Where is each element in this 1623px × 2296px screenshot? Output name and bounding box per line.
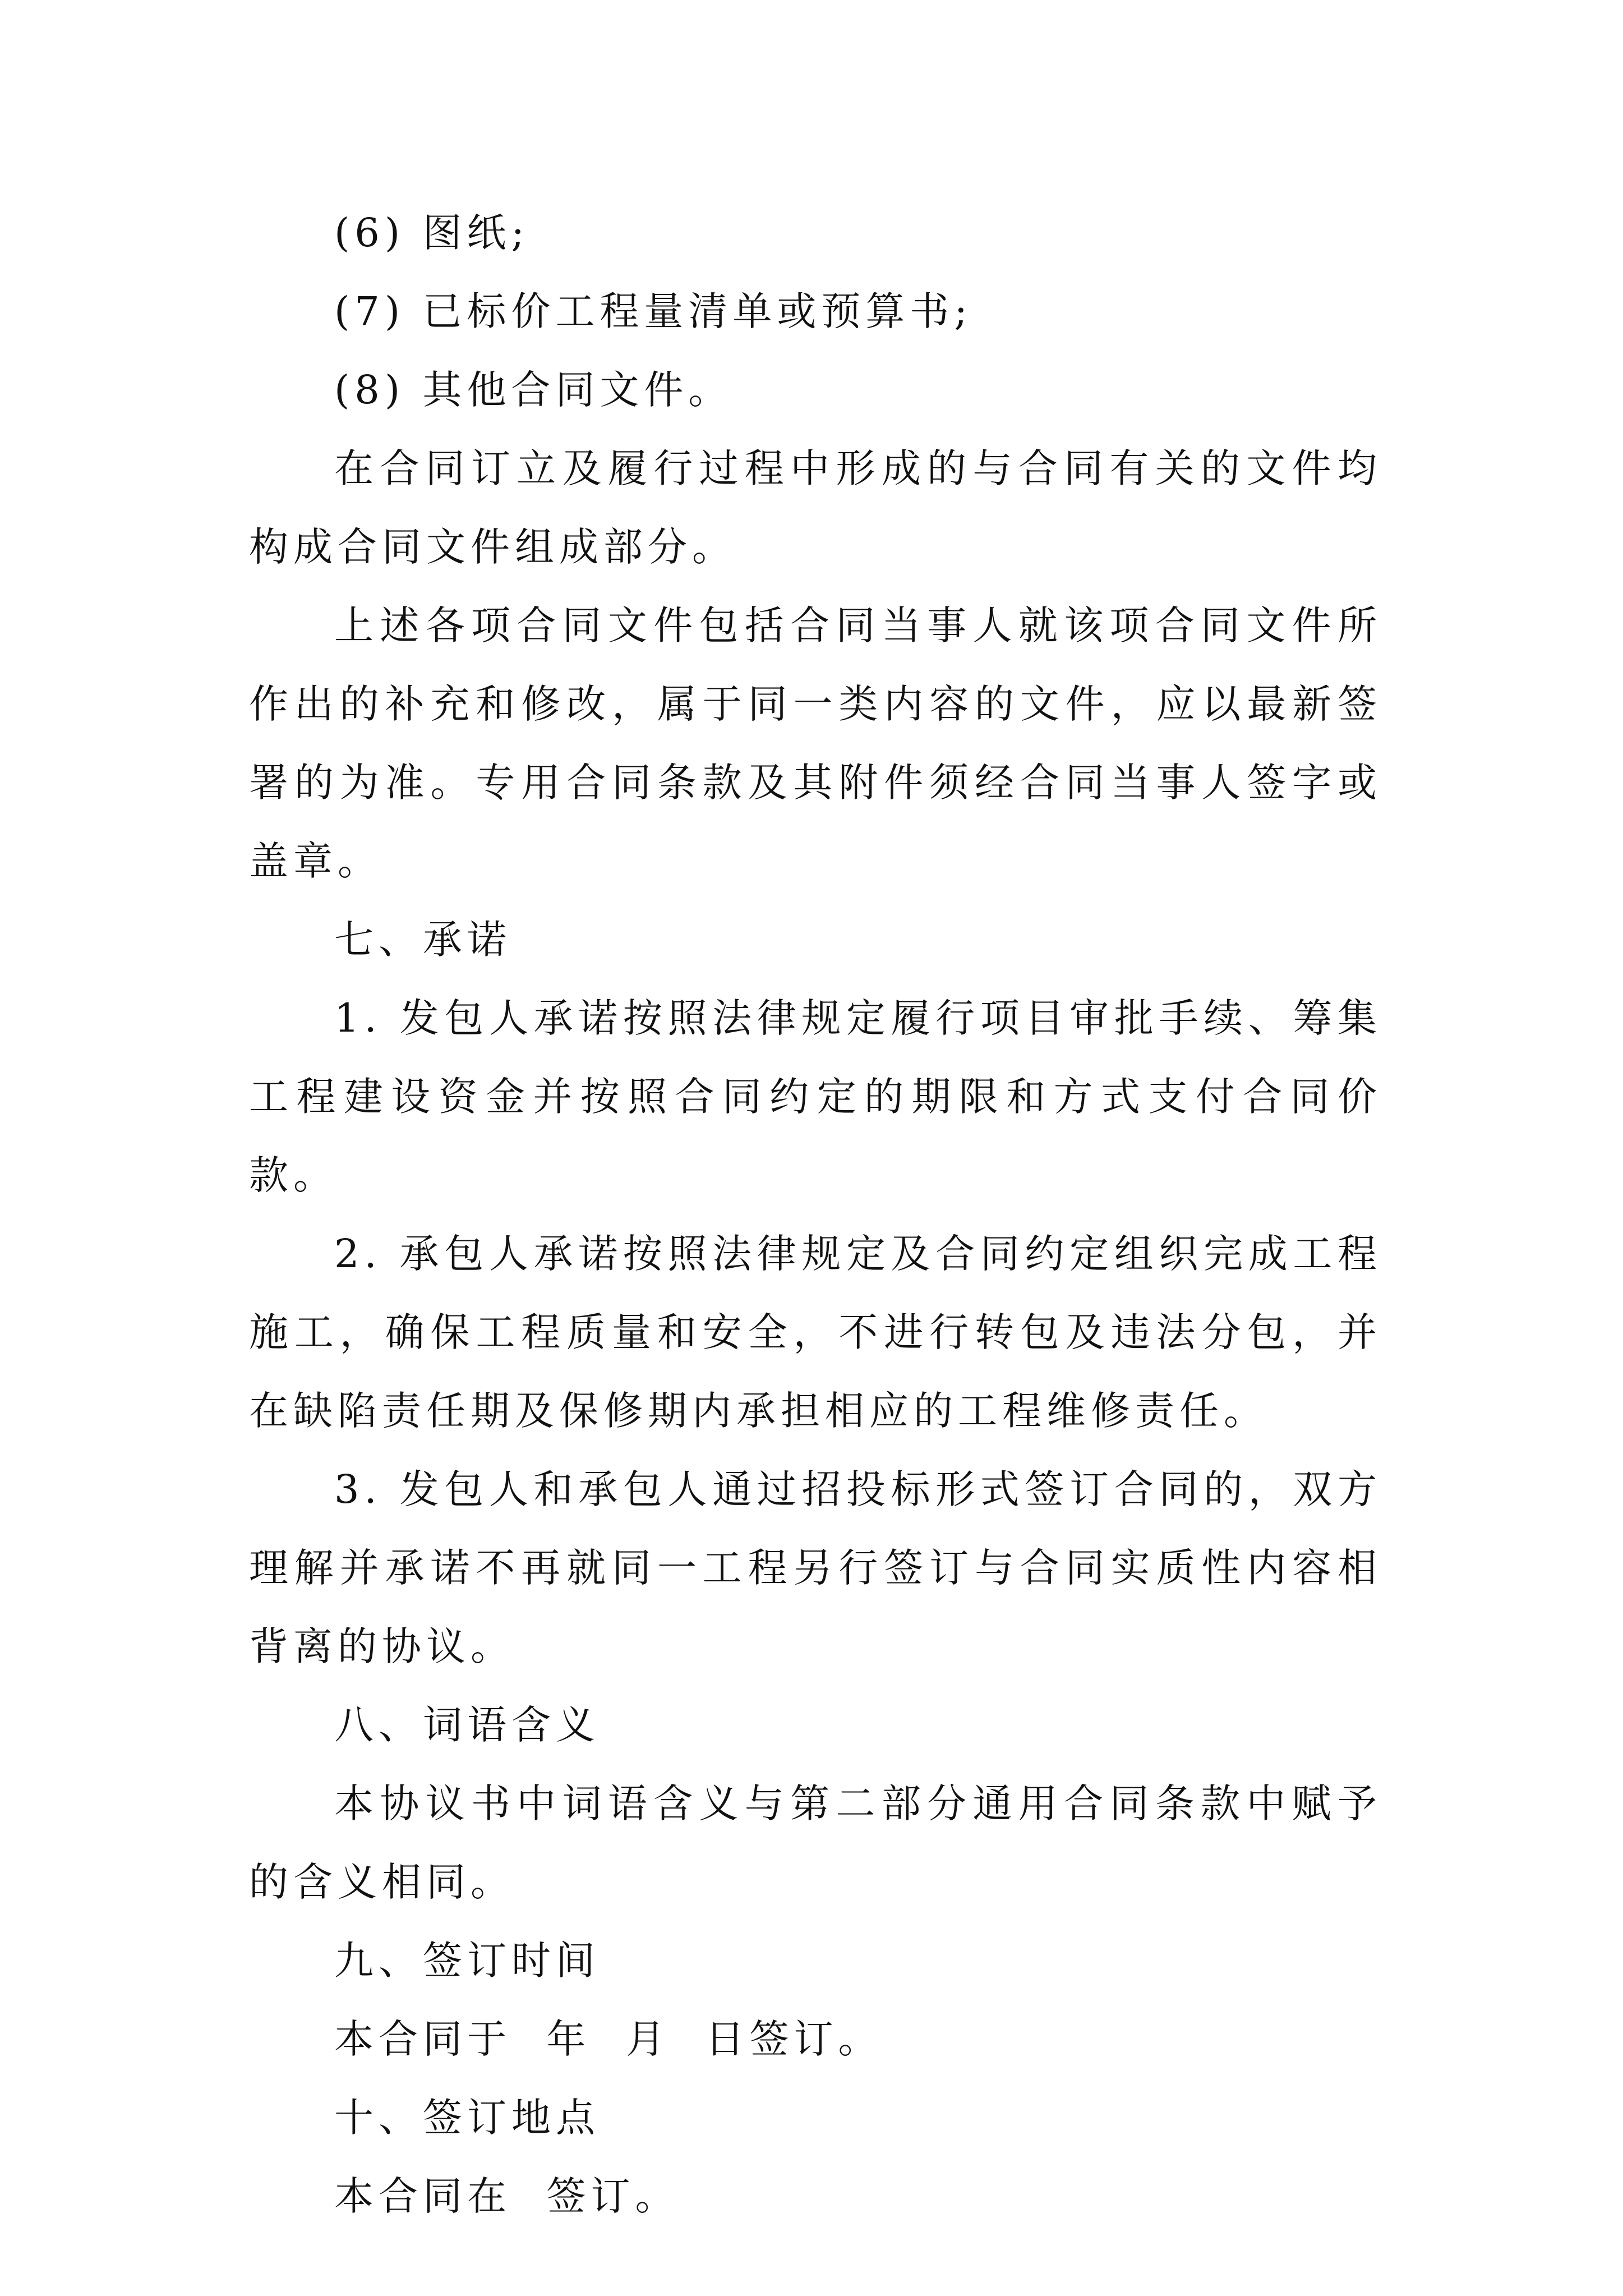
paragraph-supplements: 上述各项合同文件包括合同当事人就该项合同文件所作出的补充和修改，属于同一类内容的文件，应以最新签署的为准。专用合同条款及其附件须经合同当事人签字或盖章。 xyxy=(249,602,1382,884)
list-item-priced-bill: (7) 已标价工程量清单或预算书; xyxy=(334,288,972,334)
paragraph-commitment-2: 2. 承包人承诺按照法律规定及合同约定组织完成工程施工，确保工程质量和安全，不进行转包及违法分包，并在缺陷责任期及保修期内承担相应的工程维修责任。 xyxy=(249,1231,1382,1434)
list-item-other-documents: (8) 其他合同文件。 xyxy=(334,367,733,413)
paragraph-signing-time: 本合同于 年 月 日签订。 xyxy=(334,2016,883,2062)
paragraph-commitment-3: 3. 发包人和承包人通过招投标形式签订合同的，双方理解并承诺不再就同一工程另行签订与合同实质性内容相背离的协议。 xyxy=(249,1466,1382,1669)
paragraph-contract-documents: 在合同订立及履行过程中形成的与合同有关的文件均构成合同文件组成部分。 xyxy=(249,445,1382,570)
paragraph-definitions: 本协议书中词语含义与第二部分通用合同条款中赋予的含义相同。 xyxy=(249,1780,1382,1905)
section-heading-commitment: 七、承诺 xyxy=(334,917,511,963)
section-heading-signing-time: 九、签订时间 xyxy=(334,1938,600,1984)
list-item-drawings: (6) 图纸; xyxy=(334,210,529,256)
paragraph-commitment-1: 1. 发包人承诺按照法律规定履行项目审批手续、筹集工程建设资金并按照合同约定的期限和方式支付合同价款。 xyxy=(249,995,1382,1198)
section-heading-signing-place: 十、签订地点 xyxy=(334,2095,600,2141)
section-heading-definitions: 八、词语含义 xyxy=(334,1702,600,1748)
paragraph-signing-place: 本合同在 签订。 xyxy=(334,2173,680,2219)
document-body xyxy=(249,194,1382,2235)
